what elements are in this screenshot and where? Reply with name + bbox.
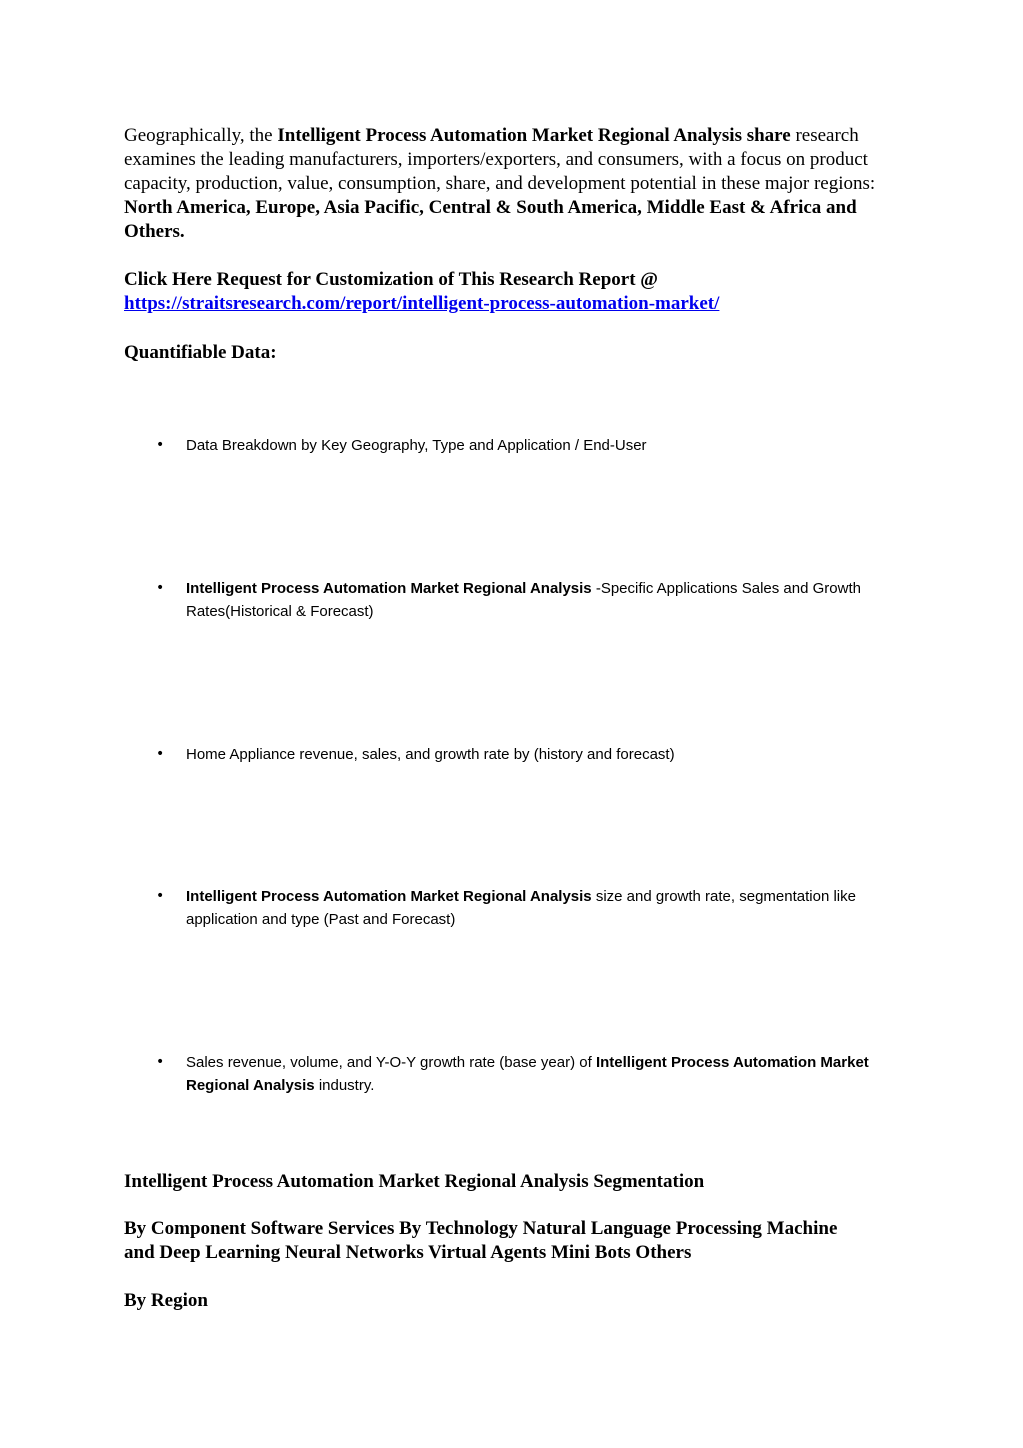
- intro-text-middle: research examines the leading manufacturers, importers/exporters, and consumers, with a focus on product capacity, production, value, consumption, share, and development potential in these major regions:: [124, 125, 876, 194]
- customization-label: Click Here Request for Customization of This Research Report @: [124, 269, 658, 290]
- list-item-text: Data Breakdown by Key Geography, Type and Application / End-User: [186, 437, 647, 454]
- list-item-bold: Intelligent Process Automation Market Regional Analysis: [186, 888, 592, 905]
- intro-paragraph: [124, 124, 899, 244]
- bullet-icon: •: [156, 580, 165, 596]
- segmentation-by-region: By Region: [124, 1290, 208, 1311]
- segmentation-by-component: By Component Software Services By Technology Natural Language Processing Machine and Deep Learning Neural Networks Virtual Agents Mini Bots Others: [124, 1218, 838, 1263]
- list-item-text: Intelligent Process Automation Market Regional Analysis -Specific Applications Sales and Growth Rates(Historical & Forecast): [186, 580, 861, 620]
- intro-market-name: Intelligent Process Automation Market Regional Analysis share: [277, 125, 791, 146]
- quantifiable-data-heading: Quantifiable Data:: [124, 342, 277, 363]
- customization-link[interactable]: https://straitsresearch.com/report/intelligent-process-automation-market/: [124, 293, 720, 314]
- list-item-text: Home Appliance revenue, sales, and growth rate by (history and forecast): [186, 746, 675, 763]
- bullet-icon: •: [156, 888, 165, 904]
- list-item-bold: Intelligent Process Automation Market Regional Analysis: [186, 1054, 869, 1094]
- intro-regions: North America, Europe, Asia Pacific, Central & South America, Middle East & Africa and Others.: [124, 197, 857, 242]
- bullet-icon: •: [156, 746, 165, 762]
- segmentation-heading: Intelligent Process Automation Market Regional Analysis Segmentation: [124, 1171, 705, 1192]
- list-item-text: Sales revenue, volume, and Y-O-Y growth rate (base year) of Intelligent Process Automation Market Regional Analysis industry.: [186, 1054, 869, 1094]
- intro-text-start: Geographically, the: [124, 125, 278, 146]
- bullet-icon: •: [156, 437, 165, 453]
- bullet-icon: •: [156, 1054, 165, 1070]
- customization-request: [124, 268, 899, 316]
- list-item-text: Intelligent Process Automation Market Regional Analysis size and growth rate, segmentation like application and type (Past and Forecast): [186, 888, 856, 928]
- list-item-bold: Intelligent Process Automation Market Regional Analysis: [186, 580, 592, 597]
